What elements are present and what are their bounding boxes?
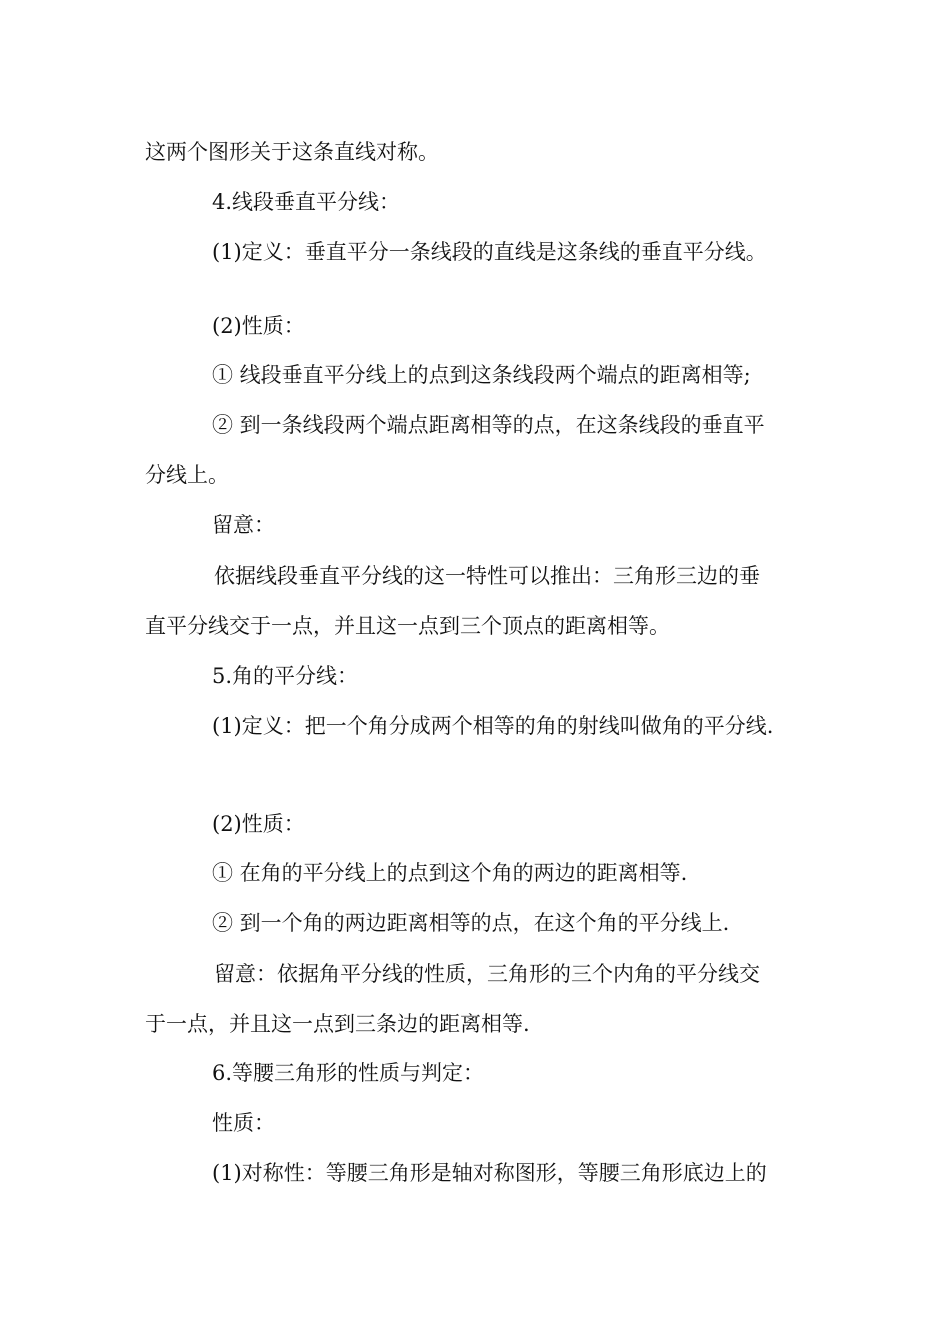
text-line: (1)定义：垂直平分一条线段的直线是这条线的垂直平分线。: [212, 240, 767, 264]
subheading-properties: (2)性质：: [212, 314, 305, 338]
text-line: 于一点，并且这一点到三条边的距离相等.: [145, 1012, 530, 1036]
text-line: 留意：依据角平分线的性质，三角形的三个内角的平分线交: [214, 962, 760, 986]
text-line: ② 到一个角的两边距离相等的点，在这个角的平分线上.: [212, 911, 730, 935]
text-line: ① 线段垂直平分线上的点到这条线段两个端点的距离相等;: [212, 363, 751, 387]
text-line: 依据线段垂直平分线的这一特性可以推出：三角形三边的垂: [214, 564, 760, 588]
subheading-properties: (2)性质：: [212, 812, 305, 836]
text-line: 这两个图形关于这条直线对称。: [145, 140, 439, 164]
text-line: 分线上。: [145, 463, 229, 487]
section-heading-perpendicular-bisector: 4.线段垂直平分线：: [212, 190, 401, 214]
text-line: (1)定义：把一个角分成两个相等的角的射线叫做角的平分线.: [212, 714, 774, 738]
text-line: ① 在角的平分线上的点到这个角的两边的距离相等.: [212, 861, 688, 885]
text-line: 直平分线交于一点，并且这一点到三个顶点的距离相等。: [145, 614, 670, 638]
text-line: ② 到一条线段两个端点距离相等的点，在这条线段的垂直平: [212, 413, 765, 437]
section-heading-angle-bisector: 5.角的平分线：: [212, 664, 359, 688]
text-line: (1)对称性：等腰三角形是轴对称图形，等腰三角形底边上的: [212, 1161, 767, 1185]
note-label: 留意：: [212, 513, 275, 537]
section-heading-isosceles-triangle: 6.等腰三角形的性质与判定：: [212, 1061, 485, 1085]
subheading-properties: 性质：: [212, 1111, 275, 1135]
